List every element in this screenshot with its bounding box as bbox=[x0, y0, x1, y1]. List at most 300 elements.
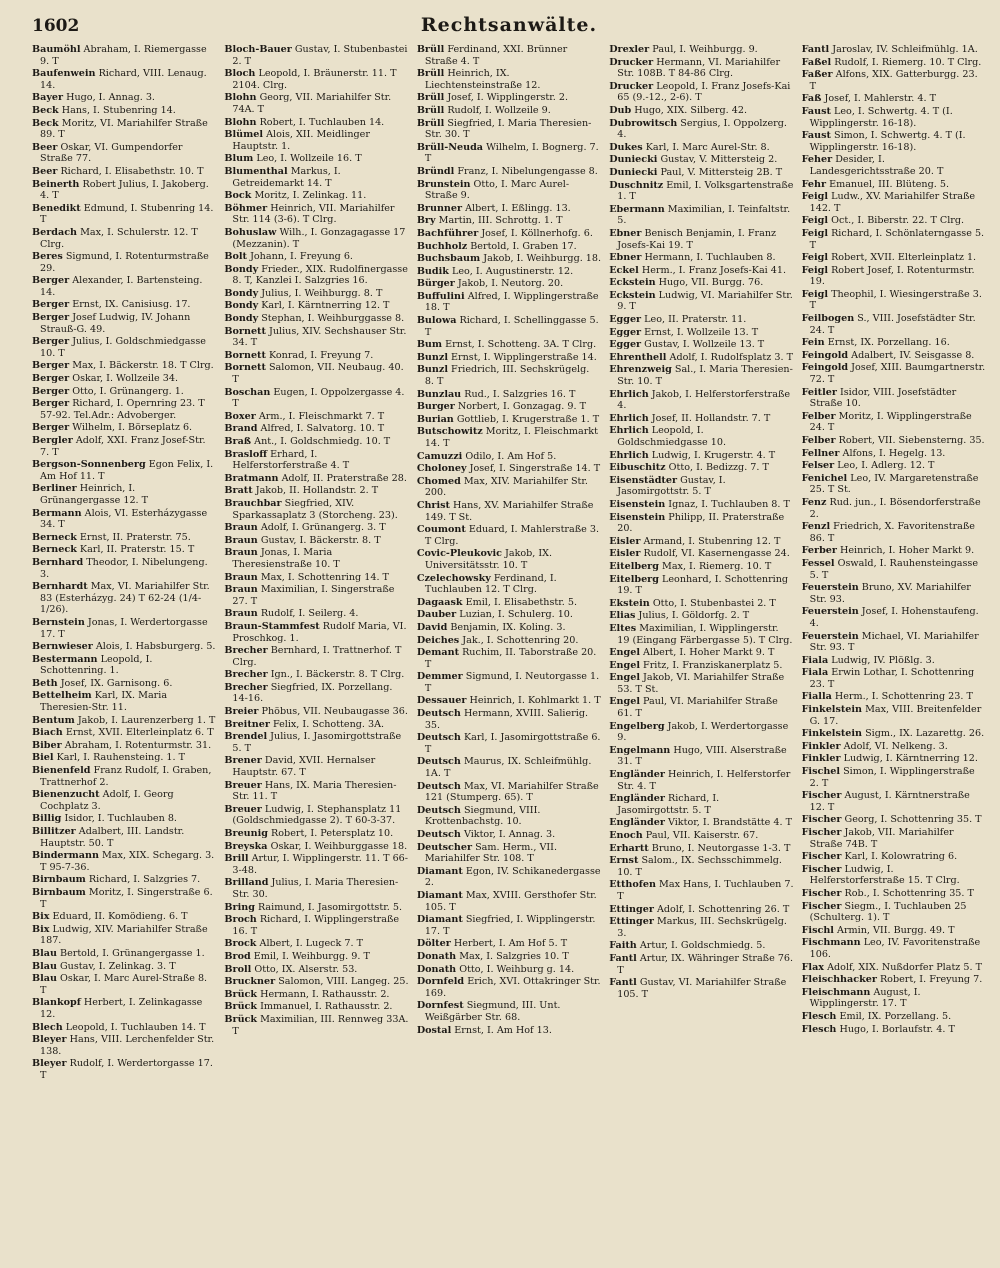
entry-details: Ludwig, I. Kärntnerring 12. bbox=[843, 753, 978, 765]
lawyer-entry bbox=[32, 752, 216, 764]
entry-surname: Engelmann bbox=[609, 744, 671, 756]
entry-details: Gustav, V. Mittersteig 2. bbox=[660, 154, 778, 166]
entry-details: Benjamin, IX. Koling. 3. bbox=[450, 621, 566, 633]
lawyer-entry bbox=[32, 435, 216, 458]
lawyer-entry bbox=[224, 976, 408, 988]
entry-surname: Beth bbox=[32, 677, 58, 689]
lawyer-entry bbox=[802, 191, 986, 214]
entry-surname: Eltes bbox=[609, 622, 637, 634]
lawyer-entry bbox=[802, 987, 986, 1010]
entry-surname: Beck bbox=[32, 117, 59, 129]
lawyer-entry bbox=[32, 312, 216, 335]
lawyer-entry bbox=[224, 362, 408, 385]
entry-details: Heinrich, I. Grünangergasse 12. T bbox=[40, 483, 149, 506]
entry-surname: Braun bbox=[224, 522, 258, 534]
entry-surname: Deutsch bbox=[416, 829, 461, 840]
entry-details: Ant., I. Goldschmiedg. 10. T bbox=[254, 436, 391, 447]
lawyer-entry bbox=[224, 731, 408, 754]
lawyer-entry bbox=[802, 435, 986, 447]
entry-details: Ignaz, I. Tuchlauben 8. T bbox=[668, 498, 790, 510]
lawyer-entry bbox=[224, 522, 408, 534]
entry-surname: Bolt bbox=[224, 251, 247, 263]
entry-surname: Ehrenthell bbox=[609, 351, 667, 363]
lawyer-entry bbox=[32, 850, 216, 873]
lawyer-entry bbox=[417, 414, 601, 426]
entry-surname: Feigl bbox=[801, 288, 829, 300]
lawyer-entry bbox=[32, 690, 216, 713]
entry-details: August, I. Kärntnerstraße 12. T bbox=[809, 790, 970, 813]
entry-surname: Dauber bbox=[416, 609, 457, 621]
entry-surname: Bornett bbox=[224, 349, 266, 361]
entry-surname: Eisenstein bbox=[609, 511, 666, 523]
lawyer-entry bbox=[802, 350, 986, 362]
entry-surname: Beer bbox=[32, 141, 58, 153]
lawyer-entry bbox=[32, 1034, 216, 1057]
lawyer-entry bbox=[32, 641, 216, 653]
entry-details: Hermann, I. Rathausstr. 2. bbox=[260, 988, 390, 1000]
lawyer-entry bbox=[417, 44, 601, 67]
entry-details: Adolf, I. Rudolfsplatz 3. T bbox=[669, 351, 793, 363]
entry-details: Max, XIV. Mariahilfer Str. 200. bbox=[424, 475, 588, 499]
entry-surname: Bentum bbox=[32, 714, 75, 726]
entry-surname: Fischmann bbox=[801, 937, 861, 949]
entry-surname: Bründl bbox=[416, 165, 455, 177]
entry-details: Richard, I. Opernring 23. T 57-92. Tel.Adr.: Advoberger. bbox=[40, 398, 205, 421]
entry-details: Frieder., XIX. Rudolfinergasse 8. T, Kanzlei I. Salzgries 16. bbox=[232, 263, 408, 287]
entry-details: Leopold, I. Goldschmiedgasse 10. bbox=[617, 425, 727, 448]
lawyer-entry bbox=[609, 953, 793, 976]
entry-details: Julius, I. Maria Theresien-Str. 30. bbox=[232, 877, 399, 900]
lawyer-entry bbox=[609, 598, 793, 610]
lawyer-entry bbox=[802, 937, 986, 960]
entry-details: Alfred, I. Salvatorg. 10. T bbox=[260, 423, 385, 435]
entry-details: Josef, I. Wipplingerstr. 2. bbox=[447, 92, 569, 104]
entry-surname: Braun bbox=[224, 584, 258, 596]
entry-surname: Billitzer bbox=[32, 826, 76, 837]
entry-details: Martin, III. Schrottg. 1. T bbox=[438, 215, 563, 227]
entry-details: Herm., I. Franz Josefs-Kai 41. bbox=[641, 264, 787, 276]
lawyer-entry bbox=[417, 524, 601, 547]
entry-details: Oskar, I. Wollzeile 34. bbox=[72, 373, 179, 385]
entry-details: Robert, XVII. Elterleinplatz 1. bbox=[831, 252, 977, 264]
lawyer-entry bbox=[802, 362, 986, 385]
lawyer-entry bbox=[609, 830, 793, 842]
entry-details: Josef, I. Mahlerstr. 4. T bbox=[824, 93, 936, 105]
entry-details: Rud. jun., I. Bösendorferstraße 2. bbox=[809, 496, 981, 520]
entry-surname: Bock bbox=[224, 190, 252, 202]
entry-details: Emanuel, III. Blüteng. 5. bbox=[829, 178, 950, 190]
lawyer-entry bbox=[609, 561, 793, 573]
entry-surname: Feigl bbox=[801, 227, 829, 239]
lawyer-entry bbox=[224, 92, 408, 115]
entry-surname: Bienenfeld bbox=[32, 765, 91, 777]
entry-surname: Faust bbox=[801, 105, 831, 117]
entry-details: Simon, I. Schwertg. 4. T (I. Wipplingerstr. 16-18). bbox=[809, 130, 966, 153]
entry-surname: Brecher bbox=[224, 645, 268, 657]
lawyer-entry bbox=[224, 313, 408, 325]
lawyer-entry bbox=[609, 623, 793, 646]
entry-surname: Faßel bbox=[801, 56, 832, 68]
entry-details: Jakob, I. Laurenzerberg 1. T bbox=[77, 714, 216, 726]
lawyer-entry bbox=[32, 997, 216, 1020]
entry-surname: Fessel bbox=[801, 557, 835, 569]
entry-surname: Deutsch bbox=[416, 756, 461, 768]
entry-surname: Brück bbox=[224, 988, 258, 1000]
entry-surname: Brilland bbox=[224, 877, 269, 889]
entry-surname: Faßer bbox=[801, 69, 833, 81]
entry-details: Siegfried, I. Wipplingerstr. 17. T bbox=[424, 914, 596, 937]
entry-details: Bertold, I. Graben 17. bbox=[470, 240, 577, 252]
entry-surname: Brunner bbox=[416, 202, 463, 214]
entry-surname: Berger bbox=[32, 398, 70, 410]
lawyer-entry bbox=[224, 877, 408, 900]
entry-surname: Bloch-Bauer bbox=[224, 44, 292, 55]
lawyer-entry bbox=[224, 251, 408, 263]
lawyer-entry bbox=[417, 622, 601, 634]
entry-details: Jakob, I. Werdertorgasse 9. bbox=[617, 720, 789, 744]
lawyer-entry bbox=[32, 544, 216, 556]
entry-surname: Bohuslaw bbox=[224, 226, 277, 238]
entry-surname: Eitelberg bbox=[609, 573, 659, 585]
entry-details: Emil, I. Elisabethstr. 5. bbox=[465, 596, 578, 608]
entry-details: Karl, I. Marc Aurel-Str. 8. bbox=[645, 141, 770, 153]
lawyer-entry bbox=[417, 914, 601, 937]
lawyer-entry bbox=[802, 154, 986, 177]
entry-details: Max, I. Salzgries 10. T bbox=[459, 950, 569, 962]
lawyer-entry bbox=[32, 813, 216, 825]
entry-details: Ernst, II. Praterstr. 75. bbox=[79, 531, 191, 543]
entry-details: Ign., I. Bäckerstr. 8. T Clrg. bbox=[270, 669, 405, 681]
entry-surname: Erhartt bbox=[609, 842, 649, 854]
entry-details: Maurus, IX. Schleifmühlg. 1A. T bbox=[424, 756, 592, 780]
lawyer-entry bbox=[224, 914, 408, 937]
entry-surname: Dub bbox=[609, 104, 632, 116]
entry-surname: Berliner bbox=[32, 483, 77, 495]
entry-surname: Bienenzucht bbox=[32, 789, 100, 801]
lawyer-entry bbox=[609, 228, 793, 251]
entry-surname: Fischer bbox=[801, 887, 842, 899]
lawyer-entry bbox=[224, 755, 408, 778]
entry-surname: Ebermann bbox=[609, 203, 665, 215]
lawyer-entry bbox=[802, 289, 986, 312]
entry-details: Hugo, I. Annag. 3. bbox=[66, 92, 155, 104]
entry-surname: Blankopf bbox=[32, 997, 81, 1009]
entry-details: Erwin Lothar, I. Schottenring 23. T bbox=[809, 667, 975, 690]
entry-details: Karl, IX. Maria Theresien-Str. 11. bbox=[40, 690, 168, 714]
lawyer-entry bbox=[609, 389, 793, 412]
entry-surname: Deutsch bbox=[416, 780, 461, 792]
lawyer-entry bbox=[32, 373, 216, 385]
entry-details: Jakob, I. Weihburgg. 18. bbox=[483, 253, 602, 265]
lawyer-entry bbox=[802, 851, 986, 863]
entry-details: Jakob, I. Helferstorferstraße 4. bbox=[617, 388, 791, 412]
lawyer-entry bbox=[32, 142, 216, 165]
entry-details: Otto, I. Grünangerg. 1. bbox=[72, 385, 184, 397]
entry-surname: Boschan bbox=[224, 386, 271, 398]
lawyer-entry bbox=[609, 265, 793, 277]
entry-details: Ludwig, I. Helferstorferstraße 15. T Clrg. bbox=[809, 863, 960, 887]
entry-details: August, I. Wipplingerstr. 17. T bbox=[809, 986, 921, 1010]
lawyer-entry bbox=[417, 1025, 601, 1037]
entry-surname: Braun-Stammfest bbox=[224, 620, 320, 632]
entry-surname: Ernst bbox=[609, 855, 639, 867]
lawyer-entry bbox=[609, 290, 793, 313]
entry-details: Ernst, I. Wollzeile 13. T bbox=[644, 326, 759, 338]
lawyer-entry bbox=[417, 756, 601, 779]
lawyer-entry bbox=[32, 973, 216, 996]
lawyer-entry bbox=[417, 1000, 601, 1023]
lawyer-entry bbox=[224, 535, 408, 547]
entry-details: Karl, I. Rauhensteing. 1. T bbox=[56, 752, 186, 764]
entry-details: Adolf, I. Georg Cochplatz 3. bbox=[40, 789, 174, 812]
entry-details: Ludw., XV. Mariahilfer Straße 142. T bbox=[809, 191, 976, 214]
entry-surname: Flesch bbox=[801, 1010, 837, 1022]
entry-details: Hugo, I. Borlaufstr. 4. T bbox=[839, 1023, 955, 1035]
entry-details: Jonas, I. Werdertorgasse 17. T bbox=[40, 616, 208, 640]
lawyer-entry bbox=[609, 204, 793, 227]
entry-details: Moritz, I. Fleischmarkt 14. T bbox=[424, 426, 598, 449]
entry-surname: Deiches bbox=[416, 634, 460, 646]
entry-details: Ernst, I. Schotteng. 3A. T Clrg. bbox=[445, 339, 597, 351]
entry-details: Alfons, XIX. Gatterburgg. 23. T bbox=[809, 69, 978, 92]
lawyer-entry bbox=[224, 190, 408, 202]
entry-surname: Bergson-Sonnenberg bbox=[32, 459, 146, 471]
entry-surname: Fein bbox=[801, 337, 825, 349]
lawyer-entry bbox=[609, 277, 793, 289]
entry-details: Felix, I. Schotteng. 3A. bbox=[272, 718, 385, 730]
lawyer-entry bbox=[802, 974, 986, 986]
entry-surname: Deutsch bbox=[416, 732, 461, 744]
entry-surname: Diamant bbox=[416, 889, 463, 901]
entry-surname: Fialla bbox=[801, 691, 832, 703]
entry-surname: Faust bbox=[801, 130, 831, 142]
entry-surname: Flesch bbox=[801, 1023, 837, 1035]
entry-surname: Dölter bbox=[416, 938, 451, 950]
entry-details: Hermann, I. Tuchlauben 8. bbox=[644, 252, 776, 264]
entry-surname: Broll bbox=[224, 963, 252, 975]
entry-surname: Bernhard bbox=[32, 556, 84, 568]
entry-surname: Bornett bbox=[224, 362, 266, 374]
lawyer-entry bbox=[417, 829, 601, 841]
entry-details: Hermann, VI. Mariahilfer Str. 108B. T 84-86 Clrg. bbox=[617, 56, 781, 80]
entry-surname: Dessauer bbox=[416, 695, 467, 707]
entry-details: Paul, VII. Kaiserstr. 67. bbox=[645, 830, 759, 841]
entry-surname: Billig bbox=[32, 813, 62, 825]
entry-surname: Braun bbox=[224, 547, 258, 559]
entry-details: Jakob, I. Neutorg. 20. bbox=[457, 278, 564, 290]
entry-details: Ludwig, VI. Mariahilfer Str. 9. T bbox=[617, 289, 793, 313]
lawyer-entry bbox=[417, 215, 601, 227]
lawyer-entry bbox=[417, 964, 601, 976]
entry-details: Erich, XVI. Ottakringer Str. 169. bbox=[424, 976, 601, 999]
entry-surname: Berger bbox=[32, 336, 70, 348]
entry-surname: Buchholz bbox=[416, 240, 468, 252]
entry-details: Sal., I. Maria Theresien-Str. 10. T bbox=[617, 364, 793, 388]
lawyer-entry bbox=[224, 203, 408, 226]
entry-surname: Birnbaum bbox=[32, 874, 86, 886]
lawyer-entry bbox=[417, 253, 601, 265]
entry-details: Adolf, I. Schottenring 26. T bbox=[656, 903, 790, 915]
entry-details: Robert, I. Petersplatz 10. bbox=[271, 828, 394, 839]
entry-details: Adolf, VI. Nelkeng. 3. bbox=[843, 740, 948, 752]
entry-details: Eduard, I. Mahlerstraße 3. T Clrg. bbox=[424, 524, 600, 547]
entry-surname: Feingold bbox=[801, 362, 849, 374]
lawyer-entry bbox=[802, 766, 986, 789]
entry-details: Oskar, I. Marc Aurel-Straße 8. T bbox=[40, 973, 208, 996]
entry-surname: Engel bbox=[609, 647, 640, 659]
entry-details: Hugo, VII. Burgg. 76. bbox=[658, 277, 764, 289]
entry-surname: Bernwieser bbox=[32, 641, 93, 653]
lawyer-entry bbox=[224, 387, 408, 410]
entry-details: Adolf, XXI. Franz Josef-Str. 7. T bbox=[40, 435, 206, 458]
entry-surname: Bratt bbox=[224, 485, 253, 497]
entry-details: Max, VI. Mariahilfer Str. 83 (Esterházyg. 24) T 62-24 (1/4-1/26). bbox=[40, 581, 210, 616]
entry-surname: Eisenstädter bbox=[609, 474, 678, 486]
entry-details: Siegfried, I. Maria Theresien-Str. 30. T bbox=[424, 117, 592, 141]
lawyer-entry bbox=[802, 215, 986, 227]
lawyer-entry bbox=[417, 203, 601, 215]
entry-surname: Engländer bbox=[609, 817, 665, 829]
entry-surname: Fischer bbox=[801, 827, 842, 838]
entry-surname: Enoch bbox=[609, 830, 643, 841]
entry-surname: Engländer bbox=[609, 793, 665, 805]
entry-details: Jonas, I. Maria Theresienstraße 10. T bbox=[232, 547, 340, 570]
entry-details: Robert Julius, I. Jakoberg. 4. T bbox=[40, 178, 209, 202]
lawyer-entry bbox=[802, 228, 986, 251]
entry-details: Friedrich, X. Favoritenstraße 86. T bbox=[809, 521, 975, 544]
column-5 bbox=[802, 44, 986, 1259]
entry-details: Robert, VII. Siebensterng. 35. bbox=[838, 435, 985, 446]
entry-surname: Fischel bbox=[801, 766, 841, 778]
entry-details: Julius, I. Jasomirgottstraße 5. T bbox=[232, 731, 402, 754]
page-number: 1602 bbox=[32, 16, 80, 36]
entry-details: Alexander, I. Bartensteing. 14. bbox=[40, 275, 203, 298]
entry-details: Max, XVIII. Gersthofer Str. 105. T bbox=[424, 889, 597, 913]
entry-details: Leo, IV. Favoritenstraße 106. bbox=[809, 937, 981, 960]
entry-details: Wilh., I. Gonzagagasse 17 (Mezzanin). T bbox=[232, 226, 406, 250]
entry-details: Albert, I. Eßlingg. 13. bbox=[465, 202, 571, 214]
entry-details: Julius, XIV. Sechshauser Str. 34. T bbox=[232, 325, 407, 349]
entry-surname: Bloch bbox=[224, 68, 256, 80]
entry-details: Heinrich, I. Kohlmarkt 1. T bbox=[469, 695, 601, 707]
entry-details: Heinrich, VII. Mariahilfer Str. 114 (3-6). T Clrg. bbox=[232, 202, 395, 226]
lawyer-entry bbox=[802, 497, 986, 520]
entry-details: Heinrich, I. Hoher Markt 9. bbox=[840, 545, 975, 557]
entry-surname: Finkelstein bbox=[801, 704, 863, 716]
lawyer-entry bbox=[224, 300, 408, 312]
entry-details: Salom., IX. Sechsschimmelg. 10. T bbox=[617, 855, 782, 878]
lawyer-entry bbox=[224, 608, 408, 620]
lawyer-entry bbox=[802, 790, 986, 813]
entry-surname: Bergler bbox=[32, 435, 73, 446]
entry-surname: Blümel bbox=[224, 129, 264, 141]
entry-details: Hans, IX. Maria Theresien-Str. 11. T bbox=[232, 779, 397, 803]
lawyer-entry bbox=[609, 660, 793, 672]
lawyer-entry bbox=[224, 326, 408, 349]
entry-surname: Drucker bbox=[609, 56, 654, 68]
entry-surname: Brecher bbox=[224, 681, 268, 693]
entry-surname: Egger bbox=[609, 326, 642, 338]
entry-details: Max, I. Bäckerstr. 18. T Clrg. bbox=[72, 360, 214, 372]
entry-surname: Fischer bbox=[801, 814, 842, 826]
lawyer-entry bbox=[224, 989, 408, 1001]
entry-details: Luzian, I. Schulerg. 10. bbox=[459, 609, 573, 621]
entry-surname: Bondy bbox=[224, 313, 259, 325]
entry-surname: Brüll bbox=[416, 44, 445, 55]
entry-details: Ludwig, I. Krugerstr. 4. T bbox=[651, 449, 776, 461]
entry-details: David, XVII. Hernalser Hauptstr. 67. T bbox=[232, 755, 376, 779]
entry-surname: Böhmer bbox=[224, 202, 268, 214]
entry-details: Julius, I. Goldschmiedgasse 10. T bbox=[40, 336, 206, 359]
entry-details: Oswald, I. Rauhensteingasse 5. T bbox=[809, 557, 979, 581]
lawyer-entry bbox=[32, 740, 216, 752]
lawyer-entry bbox=[417, 266, 601, 278]
lawyer-entry bbox=[609, 574, 793, 597]
entry-surname: Blohn bbox=[224, 116, 257, 128]
entry-surname: Boxer bbox=[224, 410, 256, 422]
entry-surname: Ehrlich bbox=[609, 449, 649, 461]
entry-details: Sigmund, I. Rotenturmstraße 29. bbox=[40, 251, 209, 274]
entry-surname: Ekstein bbox=[609, 597, 650, 609]
lawyer-entry bbox=[224, 964, 408, 976]
lawyer-entry bbox=[32, 118, 216, 141]
entry-details: Immanuel, I. Rathausstr. 2. bbox=[260, 1001, 393, 1013]
entry-details: Hans, XV. Mariahilfer Straße 149. T St. bbox=[424, 499, 594, 523]
entry-details: Phöbus, VII. Neubaugasse 36. bbox=[261, 706, 408, 718]
entry-details: Jakob, II. Hollandstr. 2. T bbox=[255, 485, 379, 497]
entry-details: Simon, I. Wipplingerstraße 2. T bbox=[809, 766, 975, 789]
lawyer-entry bbox=[32, 299, 216, 311]
entry-details: Sigm., IX. Lazarettg. 26. bbox=[865, 728, 985, 740]
lawyer-entry bbox=[224, 853, 408, 876]
entry-surname: Drucker bbox=[609, 80, 654, 92]
entry-details: Otto, IX. Alserstr. 53. bbox=[254, 963, 358, 975]
entry-details: Bruno, XV. Mariahilfer Str. 93. bbox=[809, 582, 971, 605]
entry-details: Robert, I. Tuchlauben 14. bbox=[259, 116, 385, 128]
entry-details: Siegfried, XIV. Sparkassaplatz 3 (Storcheng. 23). bbox=[232, 497, 398, 521]
lawyer-entry bbox=[224, 227, 408, 250]
entry-surname: Etthofen bbox=[609, 879, 656, 891]
lawyer-entry bbox=[609, 475, 793, 498]
entry-surname: Coumont bbox=[416, 524, 466, 536]
entry-surname: Egger bbox=[609, 339, 642, 351]
entry-surname: Fenzl bbox=[801, 521, 831, 533]
lawyer-entry bbox=[417, 352, 601, 364]
entry-details: Hans, VIII. Lerchenfelder Str. 138. bbox=[40, 1034, 215, 1057]
entry-details: Ernst, IX. Canisiusg. 17. bbox=[72, 299, 191, 311]
entry-surname: Ehrlich bbox=[609, 412, 649, 424]
entry-details: Siegmund, III. Unt. Weißgärber Str. 68. bbox=[424, 1000, 561, 1023]
entry-details: Adalbert, IV. Seisgasse 8. bbox=[851, 349, 975, 361]
entry-details: Odilo, I. Am Hof 5. bbox=[465, 450, 557, 462]
entry-surname: Bondy bbox=[224, 287, 259, 299]
entry-surname: Blau bbox=[32, 960, 57, 972]
entry-surname: Beck bbox=[32, 104, 59, 116]
entry-details: Rob., I. Schottenring 35. T bbox=[844, 887, 974, 899]
entry-surname: Felser bbox=[801, 460, 835, 472]
entry-details: Max, VI. Mariahilfer Straße 121 (Stumperg. 65). T bbox=[424, 780, 599, 804]
entry-surname: Brüll-Neuda bbox=[416, 141, 483, 153]
lawyer-entry bbox=[802, 545, 986, 557]
entry-surname: Blohn bbox=[224, 92, 257, 104]
entry-details: Richard, I. Jasomirgottstr. 5. T bbox=[617, 793, 720, 816]
entry-surname: Felber bbox=[801, 435, 836, 446]
entry-details: Gustav, VI. Mariahilfer Straße 105. T bbox=[617, 977, 787, 1000]
entry-details: Siegmund, VIII. Krottenbachstg. 10. bbox=[424, 804, 541, 828]
entry-details: Johann, I. Freyung 6. bbox=[250, 251, 353, 263]
lawyer-entry bbox=[802, 252, 986, 264]
entry-details: Robert Josef, I. Rotenturmstr. 19. bbox=[809, 264, 975, 288]
